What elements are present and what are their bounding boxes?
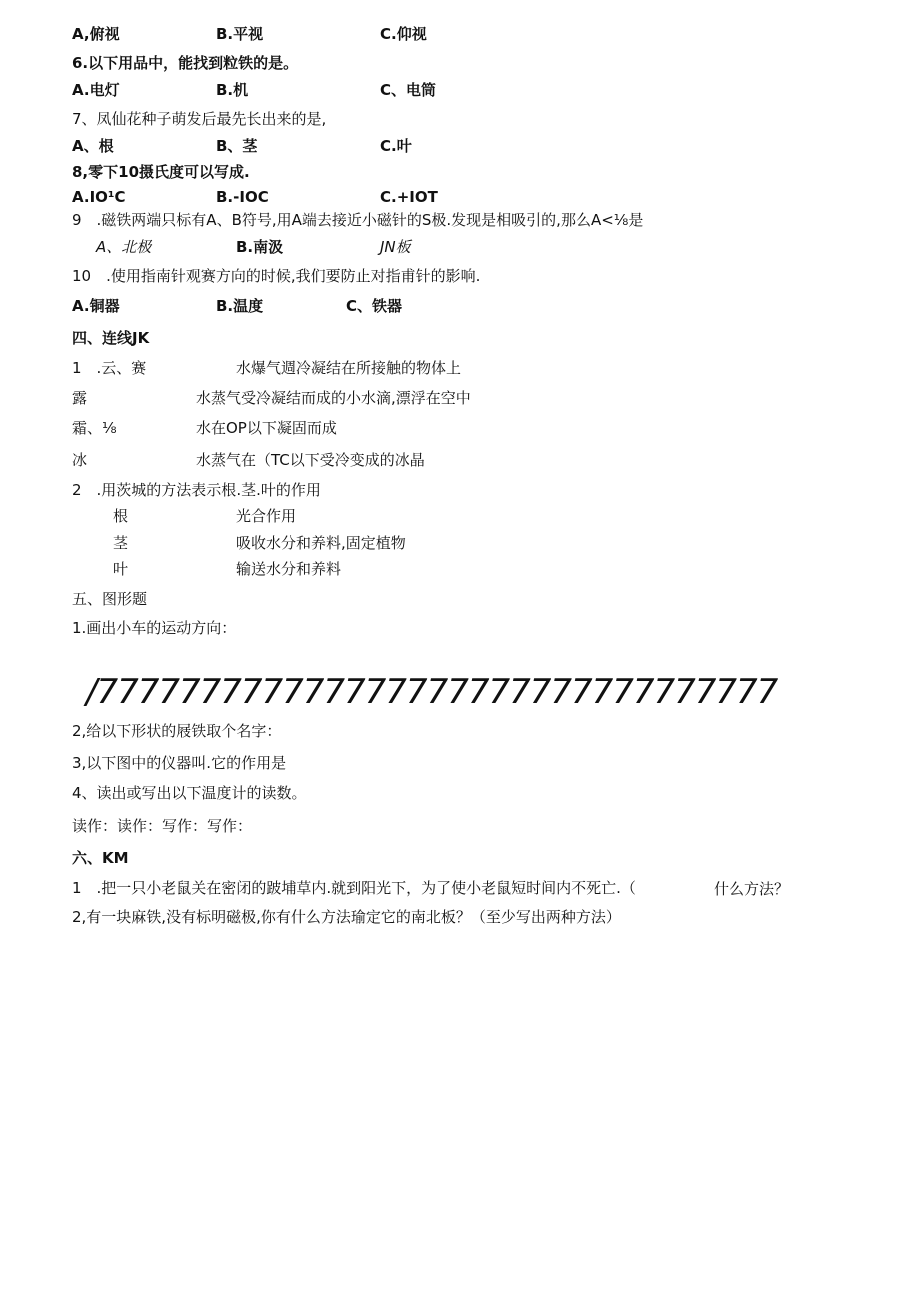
q7-option-a: A、根: [72, 137, 114, 155]
sec6-q1-tail: 什么方法？: [714, 880, 790, 898]
match1-right-1: 水爆气週冷凝结在所接触的物体上: [236, 359, 462, 377]
q7-text: 7、凤仙花种子萌发后最先长出来的是,: [72, 110, 327, 128]
match1-right-4: 水蒸气在（TC以下受冷变成的冰晶: [196, 451, 425, 469]
section-6-title: 六、KM: [72, 849, 129, 867]
q9-option-b: B.南汲: [236, 238, 284, 256]
q6-option-a: A.电灯: [72, 81, 120, 99]
q5-option-c: C.仰视: [380, 25, 427, 43]
q10-option-b: B.温度: [216, 297, 264, 315]
sec6-q2: 2,有一块麻铁,没有标明磁极,你有什么方法瑜定它的南北板？（至少写出两种方法）: [72, 908, 621, 926]
q5-option-a: A,俯视: [72, 25, 120, 43]
section-5-title: 五、图形题: [72, 590, 148, 608]
q8-text: 8,零下10摄氏度可以写成.: [72, 163, 250, 181]
match1-right-3: 水在OP以下凝固而成: [196, 419, 337, 437]
sec6-q1: 1 .把一只小老鼠关在密闭的跛埔草内.就到阳光下，为了使小老鼠短时间内不死亡.（: [72, 879, 636, 897]
sec5-reading-labels: 读作：读作：写作：写作：: [72, 817, 253, 835]
match2-right-3: 输送水分和养料: [236, 560, 342, 578]
q8-option-c: C.+IOT: [380, 188, 438, 206]
match1-left-2: 露: [72, 389, 88, 407]
match1-left-3: 霜、⅛: [72, 419, 117, 437]
match1-right-2: 水蒸气受冷凝结而成的小水滴,漂浮在空中: [196, 389, 471, 407]
q7-option-c: C.叶: [380, 137, 412, 155]
match2-left-2: 茎: [113, 534, 129, 552]
q6-text: 6.以下用品中，能找到粒铁的是。: [72, 54, 299, 72]
section-4-title: 四、连线JK: [72, 329, 150, 347]
q9-text: 9 .磁铁两端只标有A、B符号,用A端去接近小磁针的S极.发现是相吸引的,那么A<⅛是: [72, 211, 644, 229]
q6-option-b: B.机: [216, 81, 249, 99]
match2-left-1: 根: [113, 507, 129, 525]
match2-right-1: 光合作用: [236, 507, 297, 525]
match2-left-3: 叶: [113, 560, 129, 578]
sec5-q4: 4、读出或写出以下温度计的读数。: [72, 784, 307, 802]
q10-option-c: C、铁器: [346, 297, 403, 315]
q9-option-a: A、北极: [96, 238, 152, 256]
q10-option-a: A.铜器: [72, 297, 120, 315]
q6-option-c: C、电筒: [380, 81, 437, 99]
match1-left-1: 1 .云、赛: [72, 359, 147, 377]
q7-option-b: B、茎: [216, 137, 258, 155]
q8-option-a: A.IO¹C: [72, 188, 126, 206]
ground-hatch-line: /777777777777777777777777777777777: [86, 672, 778, 712]
q5-option-b: B.平视: [216, 25, 264, 43]
match2-right-2: 吸收水分和养料,固定植物: [236, 534, 406, 552]
q9-option-c: JN板: [380, 238, 411, 256]
match1-left-4: 冰: [72, 451, 88, 469]
sec5-q3: 3,以下图中的仪器叫.它的作用是: [72, 754, 287, 772]
match2-title: 2 .用茨城的方法表示根.茎.叶的作用: [72, 481, 321, 499]
sec5-q2: 2,给以下形状的屐铁取个名字：: [72, 722, 282, 740]
q10-text: 10 .使用指南针观赛方向的时候,我们要防止对指甫针的影响.: [72, 267, 481, 285]
q8-option-b: B.-IOC: [216, 188, 269, 206]
sec5-q1: 1.画出小车的运动方向：: [72, 619, 237, 637]
